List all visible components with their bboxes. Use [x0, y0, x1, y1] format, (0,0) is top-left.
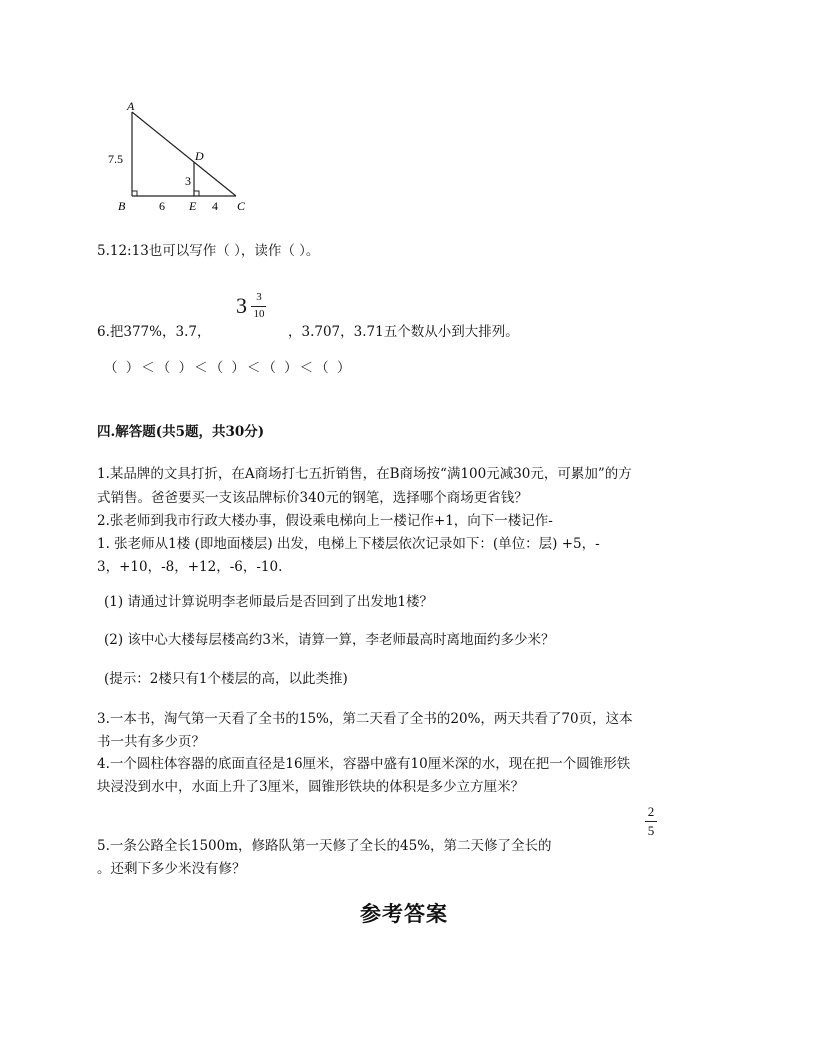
problem-4-line-1: 4.一个圆柱体容器的底面直径是16厘米，容器中盛有10厘米深的水，现在把一个圆锥形铁	[97, 756, 631, 772]
length-be: 6	[159, 199, 165, 213]
label-d: D	[195, 149, 204, 163]
question-6-suffix: ，3.707，3.71五个数从小到大排列。	[288, 324, 519, 340]
problem-2-sub-1: (1) 请通过计算说明李老师最后是否回到了出发地1楼？	[104, 594, 434, 610]
right-angle-e	[194, 191, 199, 196]
label-a: A	[127, 99, 135, 113]
section-4-title: 四.解答题(共5题，共30分)	[97, 424, 265, 440]
problem-5-line-1: 5.一条公路全长1500m，修路队第一天修了全长的45%，第二天修了全长的	[97, 838, 552, 854]
triangle-figure	[104, 98, 254, 218]
right-angle-b	[132, 191, 137, 196]
length-ab: 7.5	[108, 152, 123, 166]
label-b: B	[118, 199, 126, 213]
problem-2-line-2: 1. 张老师从1楼 (即地面楼层) 出发，电梯上下楼层依次记录如下：(单位：层) +5，-	[97, 536, 600, 552]
label-e: E	[189, 199, 197, 213]
question-6-order-line: （ ）＜（ ）＜（ ）＜（ ）＜（ ）	[104, 360, 353, 376]
fraction-bar	[251, 306, 266, 307]
problem-4-line-2: 块浸没到水中，水面上升了3厘米，圆锥形铁块的体积是多少立方厘米？	[97, 779, 525, 795]
triangle-diagram	[104, 98, 254, 218]
problem-3-line-2: 书一共有多少页？	[97, 734, 205, 750]
problem-2-sub-2: (2) 该中心大楼每层楼高约3米，请算一算，李老师最高时离地面约多少米？	[104, 632, 555, 648]
question-5: 5.12:13也可以写作（ ），读作（ ）。	[97, 243, 320, 259]
length-ec: 4	[212, 199, 218, 213]
problem-2-hint: (提示：2楼只有1个楼层的高，以此类推)	[104, 671, 348, 687]
mixed-number-denominator: 10	[253, 308, 265, 320]
segment-ac	[132, 112, 236, 196]
question-6-prefix: 6.把377%，3.7，	[97, 324, 211, 340]
problem-5-fraction-denominator: 5	[647, 823, 655, 838]
mixed-number-whole: 3	[236, 293, 247, 318]
problem-1-line-1: 1.某品牌的文具打折，在A商场打七五折销售，在B商场按“满100元减30元，可累加”的方	[97, 466, 632, 482]
problem-5-line-2: 。还剩下多少米没有修？	[97, 861, 246, 877]
problem-2-line-3: 3，+10，-8，+12，-6，-10.	[97, 559, 283, 575]
length-de: 3	[185, 174, 191, 188]
problem-5-fraction-bar	[645, 821, 657, 822]
problem-5-fraction-numerator: 2	[647, 804, 655, 819]
problem-1-line-2: 式销售。爸爸要买一支该品牌标价340元的钢笔，选择哪个商场更省钱？	[97, 490, 528, 506]
mixed-number-numerator: 3	[256, 291, 262, 303]
answer-key-title: 参考答案	[360, 901, 448, 926]
label-c: C	[237, 199, 246, 213]
problem-3-line-1: 3.一本书，淘气第一天看了全书的15%，第二天看了全书的20%，两天共看了70页，这本	[97, 711, 633, 727]
problem-2-line-1: 2.张老师到我市行政大楼办事，假设乘电梯向上一楼记作+1，向下一楼记作-	[97, 513, 553, 529]
